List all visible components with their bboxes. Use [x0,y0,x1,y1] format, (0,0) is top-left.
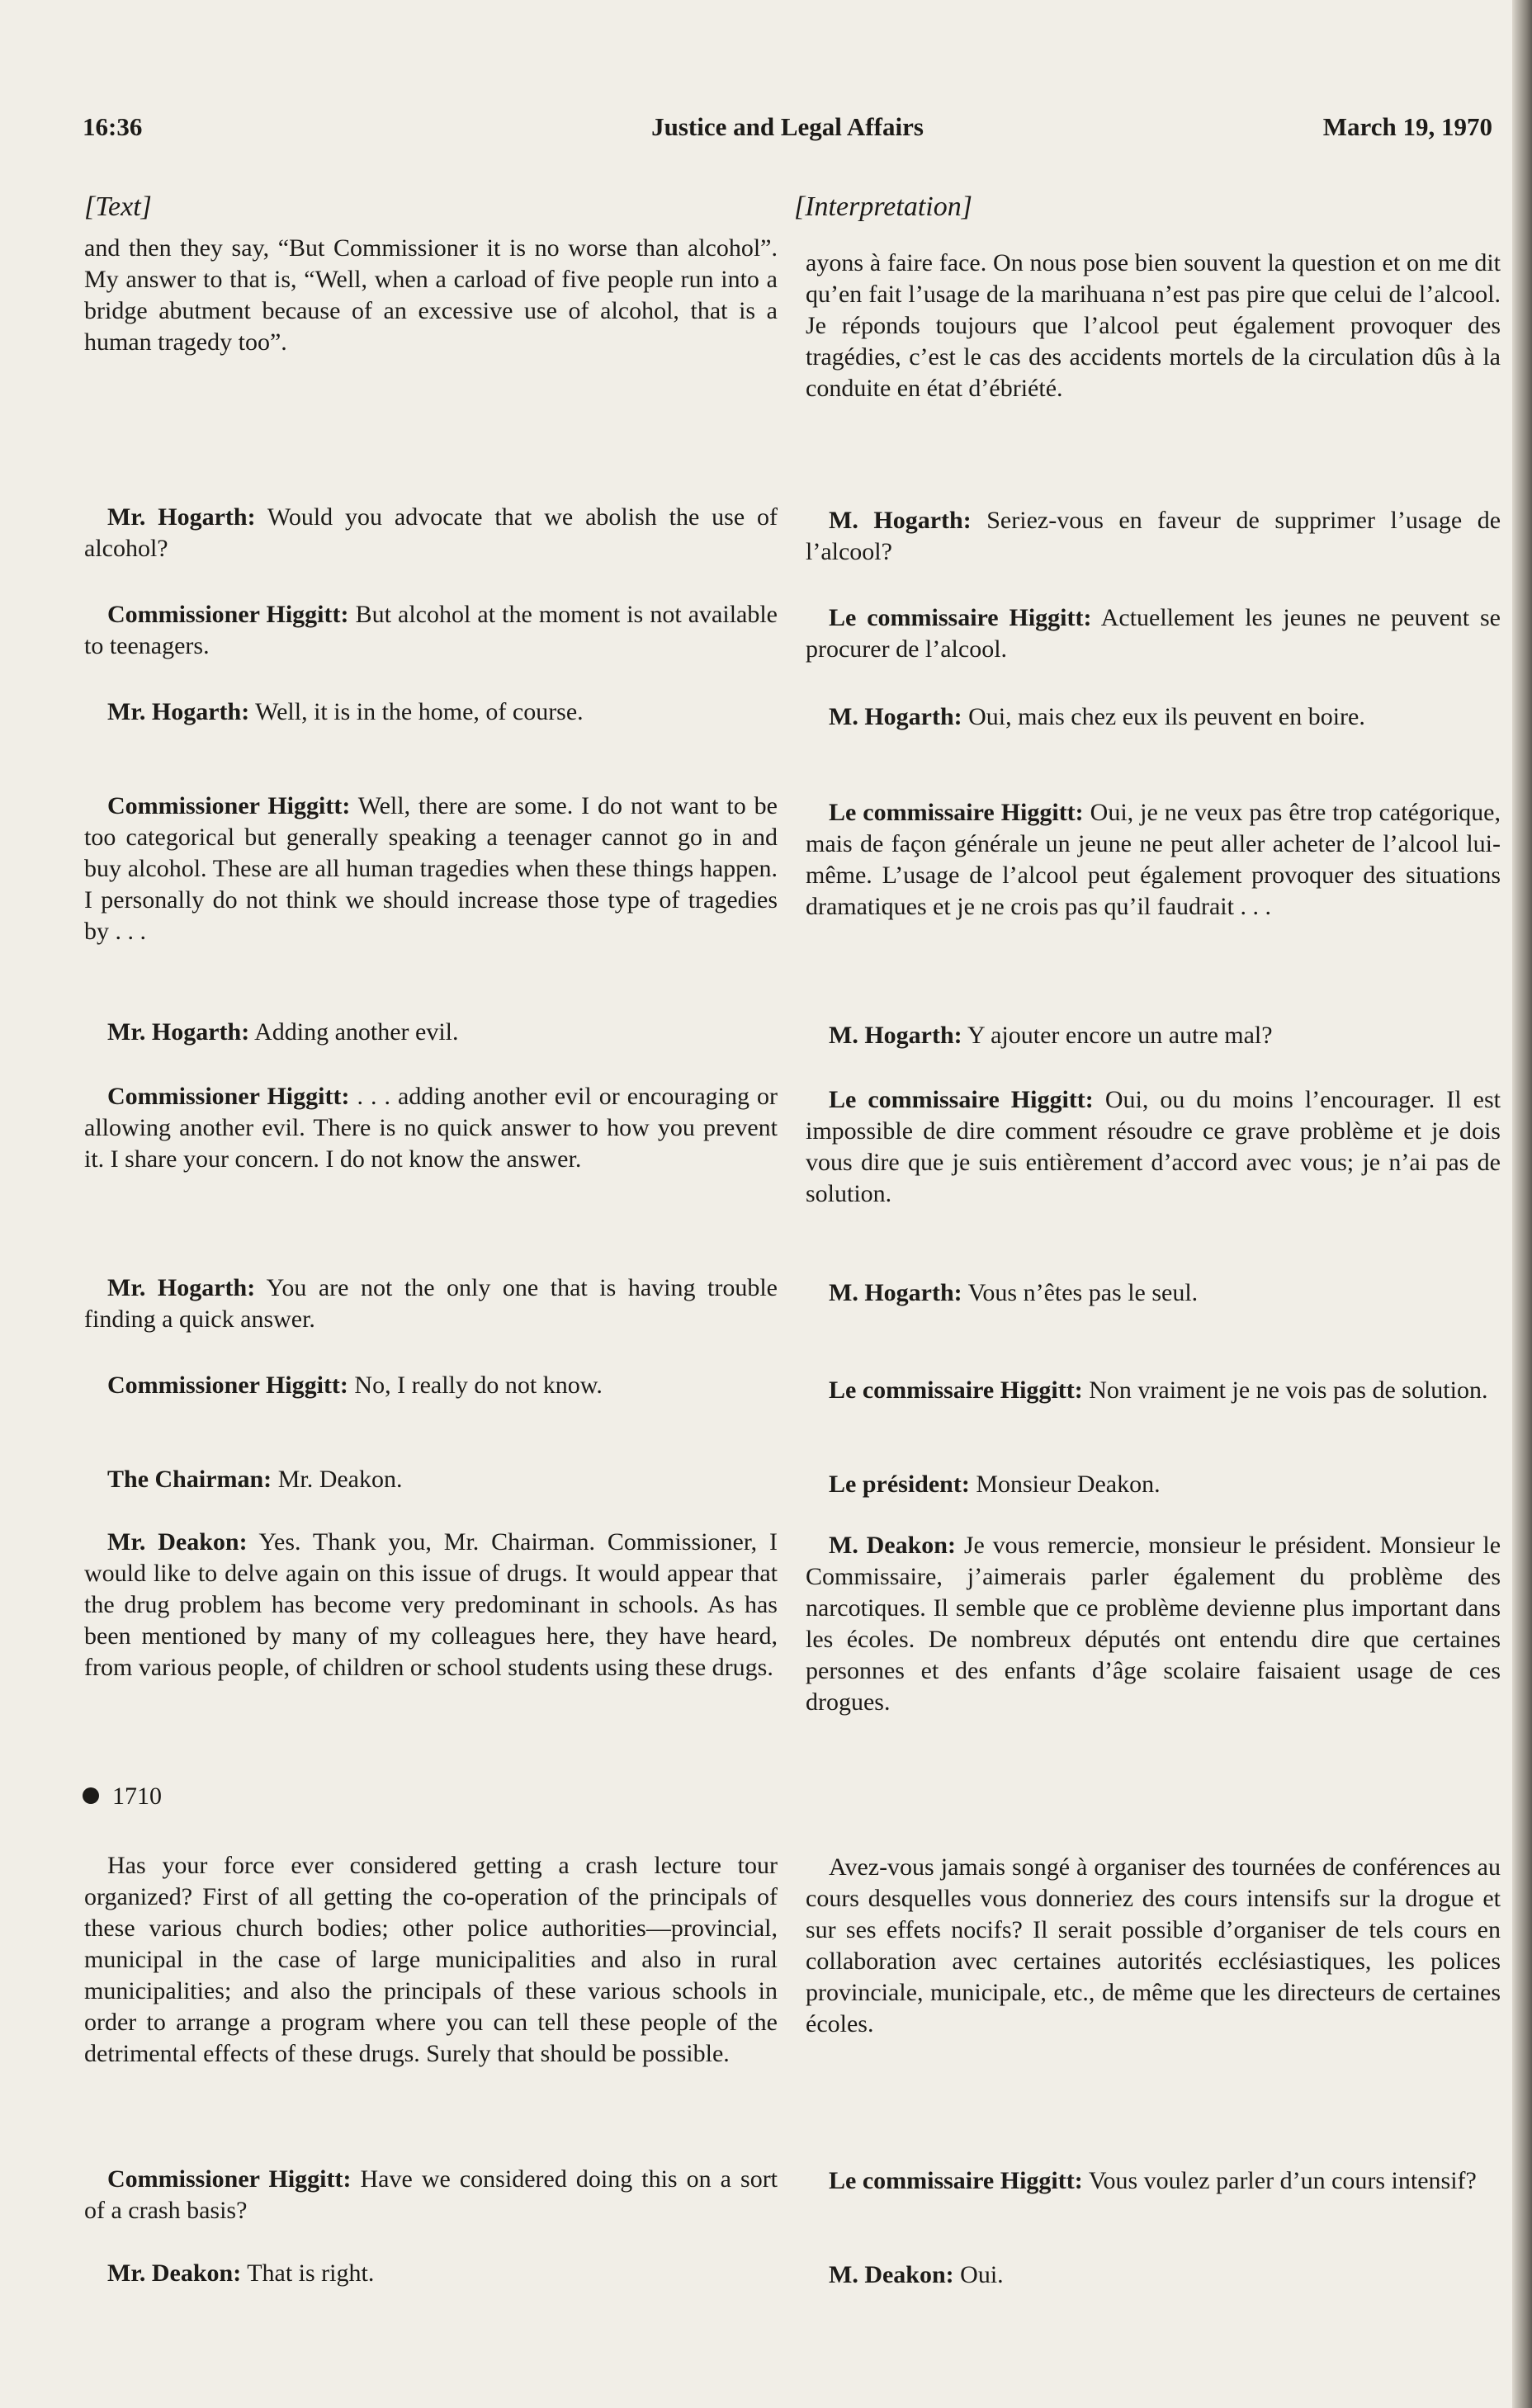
binding-edge [1512,0,1532,2408]
right-column-label: [Interpretation] [794,191,972,222]
right-paragraph: Le commissaire Higgitt: Vous voulez parler d’un cours intensif? [829,2167,1477,2194]
right-paragraph: M. Deakon: Je vous remercie, monsieur le président. Monsieur le Commissaire, j’aimerais parler également du problème des narcotiques. Il semble que ce problème devienne plus important dans les écoles. De nombreux députés ont entendu dire que certaines personnes et des enfants d’âge scolaire faisaient usage de ces drogues. [806,1532,1501,1716]
left-paragraph: Mr. Hogarth: Adding another evil. [107,1018,459,1046]
right-paragraph: M. Deakon: Oui. [829,2261,1004,2288]
left-paragraph: Commissioner Higgitt: . . . adding another evil or encouraging or allowing another evil. There is no quick answer to how you prevent it. I share your concern. I do not know the answer. [84,1083,778,1173]
right-paragraph: M. Hogarth: Seriez-vous en faveur de supprimer l’usage de l’alcool? [806,507,1501,565]
right-paragraph: M. Hogarth: Vous n’êtes pas le seul. [829,1279,1199,1306]
right-paragraph: M. Hogarth: Y ajouter encore un autre mal? [829,1022,1273,1049]
left-paragraph: Commissioner Higgitt: But alcohol at the moment is not available to teenagers. [84,601,778,659]
right-paragraph: Le commissaire Higgitt: Actuellement les jeunes ne peuvent se procurer de l’alcool. [806,604,1501,663]
left-paragraph: Commissioner Higgitt: Well, there are some. I do not want to be too categorical but generally speaking a teenager cannot go in and buy alcohol. These are all human tragedies when these things happen. I personally do not think we should increase those type of tragedies by . . . [84,792,778,945]
running-title: Justice and Legal Affairs [651,112,924,141]
left-paragraph: Mr. Hogarth: You are not the only one that is having trouble finding a quick answer. [84,1274,778,1333]
right-paragraph: ayons à faire face. On nous pose bien souvent la question et on me dit qu’en fait l’usage de la marihuana n’est pas pire que celui de l’alcool. Je réponds toujours que l’alcool peut également provoquer des tragédies, c’est le cas des accidents mortels de la circulation dûs à la conduite en état d’ébriété. [806,249,1501,402]
left-paragraph: Has your force ever considered getting a crash lecture tour organized? First of all getting the co-operation of the principals of these various church bodies; other police authorities—provincial, municipal in the case of large municipalities and also in rural municipalities; and also the principals of these various schools in order to arrange a program where you can tell these people of the detrimental effects of these drugs. Surely that should be possible. [84,1852,778,2067]
right-paragraph: M. Hogarth: Oui, mais chez eux ils peuvent en boire. [829,703,1365,730]
right-paragraph: Le commissaire Higgitt: Oui, ou du moins l’encourager. Il est impossible de dire comment résoudre ce grave problème et je dois vous dire que je suis entièrement d’accord avec vous; je n’ai pas de solution. [806,1086,1501,1207]
left-paragraph: and then they say, “But Commissioner it is no worse than alcohol”. My answer to that is, “Well, when a carload of five people run into a bridge abutment because of an excessive use of alcohol, that is a human tragedy too”. [84,234,778,356]
left-paragraph: Mr. Deakon: That is right. [107,2259,375,2287]
time-marker: 1710 [83,1782,162,1811]
left-paragraph: The Chairman: Mr. Deakon. [107,1466,403,1493]
page-number: 16:36 [83,112,143,141]
left-paragraph: Mr. Hogarth: Would you advocate that we abolish the use of alcohol? [84,503,778,562]
right-paragraph: Le président: Monsieur Deakon. [829,1471,1161,1498]
right-paragraph: Avez-vous jamais songé à organiser des tournées de conférences au cours desquelles vous donneriez des cours intensifs sur la drogue et sur ses effets nocifs? Il serait possible d’organiser de tels cours en collaboration avec certaines autorités ecclésiastiques, les polices provinciale, municipale, etc., de même que les directeurs de certaines écoles. [806,1853,1501,2037]
right-paragraph: Le commissaire Higgitt: Non vraiment je ne vois pas de solution. [829,1376,1488,1404]
bullet-icon [83,1787,99,1804]
left-paragraph: Mr. Hogarth: Well, it is in the home, of course. [107,698,584,725]
page-header [83,112,1492,153]
left-paragraph: Mr. Deakon: Yes. Thank you, Mr. Chairman. Commissioner, I would like to delve again on this issue of drugs. It would appear that the drug problem has become very predominant in schools. As has been mentioned by many of my colleagues here, they have heard, from various people, of children or school students using these drugs. [84,1528,778,1681]
left-paragraph: Commissioner Higgitt: Have we considered doing this on a sort of a crash basis? [84,2165,778,2224]
header-date: March 19, 1970 [1322,112,1492,141]
left-column-label: [Text] [84,191,152,222]
right-paragraph: Le commissaire Higgitt: Oui, je ne veux pas être trop catégorique, mais de façon générale un jeune ne peut aller acheter de l’alcool lui-même. L’usage de l’alcool peut également provoquer des situations dramatiques et je ne crois pas qu’il faudrait . . . [806,799,1501,920]
left-paragraph: Commissioner Higgitt: No, I really do not know. [107,1372,603,1399]
